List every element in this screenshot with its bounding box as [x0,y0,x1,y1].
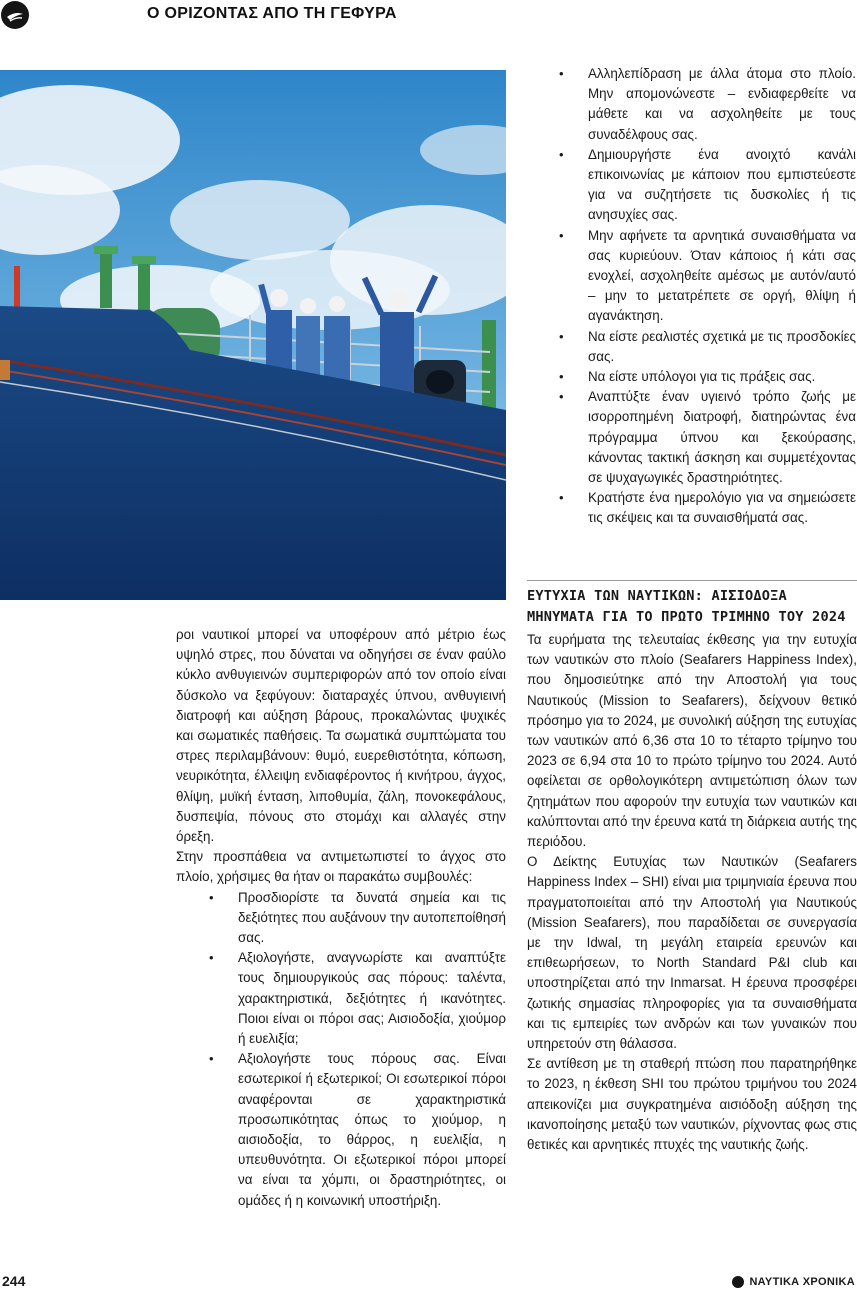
list-item: • Να είστε ρεαλιστές σχετικά με τις προσδοκίες σας. [559,328,856,364]
list-item: • Αξιολογήστε, αναγνωρίστε και αναπτύξτε τους δημιουργικούς σας πόρους: ταλέντα, χαρακτηριστικά, δεξιότητες ή ικανότητες. Ποιοι είναι οι πόροι σας; Αισιοδοξία, χιούμορ ή ευελιξία; [209,950,506,1047]
list-item: • Να είστε υπόλογοι για τις πράξεις σας. [530,367,856,387]
list-item: • Αλληλεπίδραση με άλλα άτομα στο πλοίο. Μην απομονώνεστε – ενδιαφερθείτε να μάθετε και να ασχοληθείτε με τους συναδέλφους σας. [559,66,856,142]
list-item: • Μην αφήνετε τα αρνητικά συναισθήματα να σας κυριεύουν. Όταν κάποιος ή κάτι σας ενοχλεί, ασχοληθείτε αμέσως με αυτόν/αυτό – μην το μετατρέπετε σε οργή, θλίψη ή αγανάκτηση. [559,227,856,324]
bullet-icon: • [559,490,564,506]
section-header-title: Ο ΟΡΙΖΟΝΤΑΣ ΑΠΟ ΤΗ ΓΕΦΥΡΑ [147,5,397,22]
body-paragraph: Σε αντίθεση με τη σταθερή πτώση που παρατηρήθηκε το 2023, η έκθεση SHI του πρώτου τριμήνου του 2024 απεικονίζει μια συγκρατημένα αισιόδοξη αύξηση της ικανοποίησης μεταξύ των ναυτικών, ρίχνοντας φως στις θετικές και αρνητικές πτυχές της ναυτικής ζωής. [527,1056,857,1153]
list-item: • Δημιουργήστε ένα ανοιχτό κανάλι επικοινωνίας με κάποιον που εμπιστεύεστε για να συζητήσετε τις δυσκολίες ή τις ανησυχίες σας. [559,146,856,223]
body-paragraph: Στην προσπάθεια να αντιμετωπιστεί το άγχος στο πλοίο, χρήσιμες θα ήταν οι παρακάτω συμβουλές: [176,849,506,885]
tips-list-continued [530,64,856,529]
magazine-logo-icon [1,1,29,29]
list-item: • Προσδιορίστε τα δυνατά σημεία και τις δεξιότητες που αυξάνουν την αυτοπεποίθησή σας. [209,889,506,946]
seafarers-happiness-section [527,580,857,1155]
body-paragraph: Τα ευρήματα της τελευταίας έκθεσης για την ευτυχία των ναυτικών στο πλοίο (Seafarers Happiness Index), που δημοσιεύτηκε από την Αποστολή για τους Ναυτικούς (Mission to Seafarers), δείχνουν θετικό πρόσημο για το 2024, με συνολική αύξηση της ευτυχίας των ναυτικών από 6,36 στα 10 το τέταρτο τρίμηνο του 2023 σε 6,94 στα 10 το πρώτο τρίμηνο του 2024. Αυτό οφείλεται σε ορθολογικότερη αντιμετώπιση όλων των ζητημάτων που αφορούν την ευτυχία των ναυτικών και καλύπτονται από την έρευνα κατά τη διάρκεια αυτής της περιόδου. [527,632,857,850]
bullet-icon: • [209,1051,214,1067]
bullet-icon: • [209,889,214,905]
page-number: 244 [2,1273,26,1289]
bullet-icon: • [559,227,564,243]
brand-logo-icon [732,1276,744,1288]
ship-crew-photo [0,70,506,600]
bullet-icon: • [559,66,564,81]
bullet-icon: • [559,328,564,344]
body-paragraph: ροι ναυτικοί μπορεί να υποφέρουν από μέτριο έως υψηλό στρες, που δύναται να οδηγήσει σε έναν φαύλο κύκλο ανθυγιεινών συμπεριφορών από τον οποίο είναι δύσκολο να ξεφύγουν: διαταραχές ύπνου, ανθυγιεινή διατροφή και αύξηση βάρους, προκαλώντας ψυχικές και σωματικές παθήσεις. Τα σωματικά συμπτώματα του στρες περιλαμβάνουν: θυμό, ευερεθιστότητα, κόπωση, νευρικότητα, έλλειψη ενδιαφέροντος ή κινήτρου, άγχος, θλίψη, μυϊκή ένταση, λιποθυμία, ζάλη, πονοκεφάλους, δυσπεψία, πόνους στο στομάχι και αλλαγές στην όρεξη. [176,627,506,845]
list-item: • Αναπτύξτε έναν υγιεινό τρόπο ζωής με ισορροπημένη διατροφή, διατηρώντας ένα πρόγραμμα ύπνου και ξεκούρασης, κάνοντας τακτική άσκηση και συμμετέχοντας σε ψυχαγωγικές δραστηριότητες. [559,389,856,486]
brand-name: ΝΑΥΤΙΚΑ ΧΡΟΝΙΚΑ [749,1276,855,1288]
section-title: ΕΥΤΥΧΙΑ ΤΩΝ ΝΑΥΤΙΚΩΝ: ΑΙΣΙΟΔΟΞΑ ΜΗΝΥΜΑΤΑ ΓΙΑ ΤΟ ΠΡΩΤΟ ΤΡΙΜΗΝΟ ΤΟΥ 2024 [527,588,846,625]
section-divider [527,580,857,581]
tips-list [176,888,506,1211]
bullet-icon: • [559,146,564,162]
bullet-icon: • [209,950,214,966]
list-item: • Κρατήστε ένα ημερολόγιο για να σημειώσετε τις σκέψεις και τα συναισθήματά σας. [559,490,856,526]
list-item: • Αξιολογήστε τους πόρους σας. Είναι εσωτερικοί ή εξωτερικοί; Οι εσωτερικοί πόροι αναφέρονται σε χαρακτηριστικά προσωπικότητας όπως το χιούμορ, η αισιοδοξία, το θάρρος, η ευελιξία, η υπευθυνότητα. Οι εξωτερικοί πόροι μπορεί να είναι τα χόμπι, οι δραστηριότητες, οι ομάδες ή η κοινωνική υποστήριξη. [209,1051,506,1208]
page-header [0,0,857,30]
bullet-icon: • [559,369,564,385]
left-column-body [176,625,506,1211]
body-paragraph: Ο Δείκτης Ευτυχίας των Ναυτικών (Seafarers Happiness Index – SHI) είναι μια τριμηνιαία έρευνα που πραγματοποιείται από την Αποστολή για Ναυτικούς (Mission Seafarers), που παραδίδεται σε συνεργασία με την Idwal, τη μεγάλη εταιρεία ερευνών και επιθεωρήσεων, το North Standard P&I club και υποστηρίζεται από την Inmarsat. Η έρευνα προσφέρει ζωτικής σημασίας πληροφορίες για τα συναισθήματα και τις εμπειρίες των ανδρών και των γυναικών που υπηρετούν στη θάλασσα. [527,854,857,1052]
right-column-tips [530,64,856,529]
bullet-icon: • [559,389,564,405]
footer-brand [732,1274,855,1290]
